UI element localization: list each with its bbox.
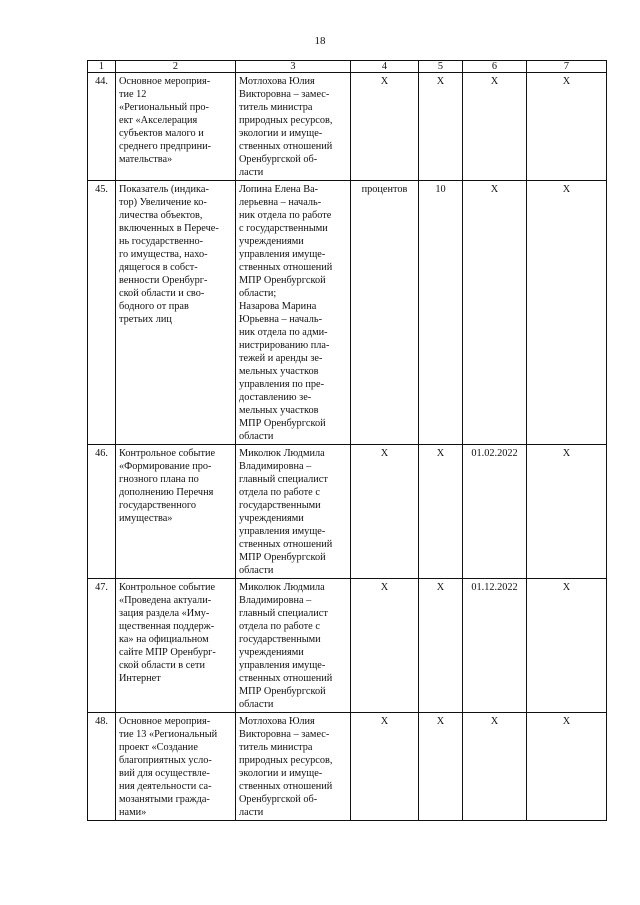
column-header: 4 [351,61,419,73]
row-responsible: Мотлохова Юлия Викторовна – замес- титель министра природных ресурсов, экологии и имуще- ственных отношений Оренбургской об- ласти [236,73,351,181]
row-number: 48. [88,713,116,821]
row-value: X [419,73,463,181]
row-name: Контрольное событие «Формирование про- гнозного плана по дополнению Перечня государственного имущества» [116,445,236,579]
row-col7: X [527,73,607,181]
row-date: 01.12.2022 [463,579,527,713]
row-date: X [463,713,527,821]
row-responsible: Миколюк Людмила Владимировна – главный специалист отдела по работе с государственными учреждениями управления имуще- ственных отношений МПР Оренбургской области [236,579,351,713]
column-header: 3 [236,61,351,73]
row-number: 47. [88,579,116,713]
row-name: Контрольное событие «Проведена актуали- зация раздела «Иму- щественная поддерж- ка» на официальном сайте МПР Оренбург- ской области в сети Интернет [116,579,236,713]
row-unit: процентов [351,181,419,445]
row-number: 46. [88,445,116,579]
table-row [88,445,607,579]
page-number: 18 [314,35,326,47]
row-date: X [463,181,527,445]
column-header: 6 [463,61,527,73]
row-name: Показатель (индика- тор) Увеличение ко- личества объектов, включенных в Перече- нь государственно- го имущества, нахо- дящегося в собст- венности Оренбург- ской области и сво- бодного от прав третьих лиц [116,181,236,445]
row-value: 10 [419,181,463,445]
column-header: 7 [527,61,607,73]
column-header: 5 [419,61,463,73]
row-col7: X [527,181,607,445]
row-value: X [419,445,463,579]
table-row [88,73,607,181]
row-responsible: Лопина Елена Ва- лерьевна – началь- ник отдела по работе с государственными учреждениями управления имуще- ственных отношений МПР Оренбургской области; Назарова Марина Юрьевна – началь- ник отдела по адми- нистрированию пла- тежей и аренды зе- мельных участков управления по пре- доставлению зе- мельных участков МПР Оренбургской области [236,181,351,445]
table-row [88,181,607,445]
row-col7: X [527,445,607,579]
row-name: Основное мероприя- тие 13 «Региональный проект «Создание благоприятных усло- вий для осуществле- ния деятельности са- мозанятыми гражда- нами» [116,713,236,821]
row-number: 45. [88,181,116,445]
row-date: X [463,73,527,181]
row-unit: X [351,445,419,579]
row-unit: X [351,73,419,181]
row-number: 44. [88,73,116,181]
row-responsible: Мотлохова Юлия Викторовна – замес- титель министра природных ресурсов, экологии и имуще- ственных отношений Оренбургской об- ласти [236,713,351,821]
row-responsible: Миколюк Людмила Владимировна – главный специалист отдела по работе с государственными учреждениями управления имуще- ственных отношений МПР Оренбургской области [236,445,351,579]
row-col7: X [527,579,607,713]
row-unit: X [351,579,419,713]
row-name: Основное мероприя- тие 12 «Региональный про- ект «Акселерация субъектов малого и среднего предприни- мательства» [116,73,236,181]
row-value: X [419,713,463,821]
plan-table [87,60,607,821]
table-header-row [88,61,607,73]
row-unit: X [351,713,419,821]
column-header: 1 [88,61,116,73]
table-row [88,579,607,713]
row-col7: X [527,713,607,821]
row-value: X [419,579,463,713]
row-date: 01.02.2022 [463,445,527,579]
table-row [88,713,607,821]
column-header: 2 [116,61,236,73]
